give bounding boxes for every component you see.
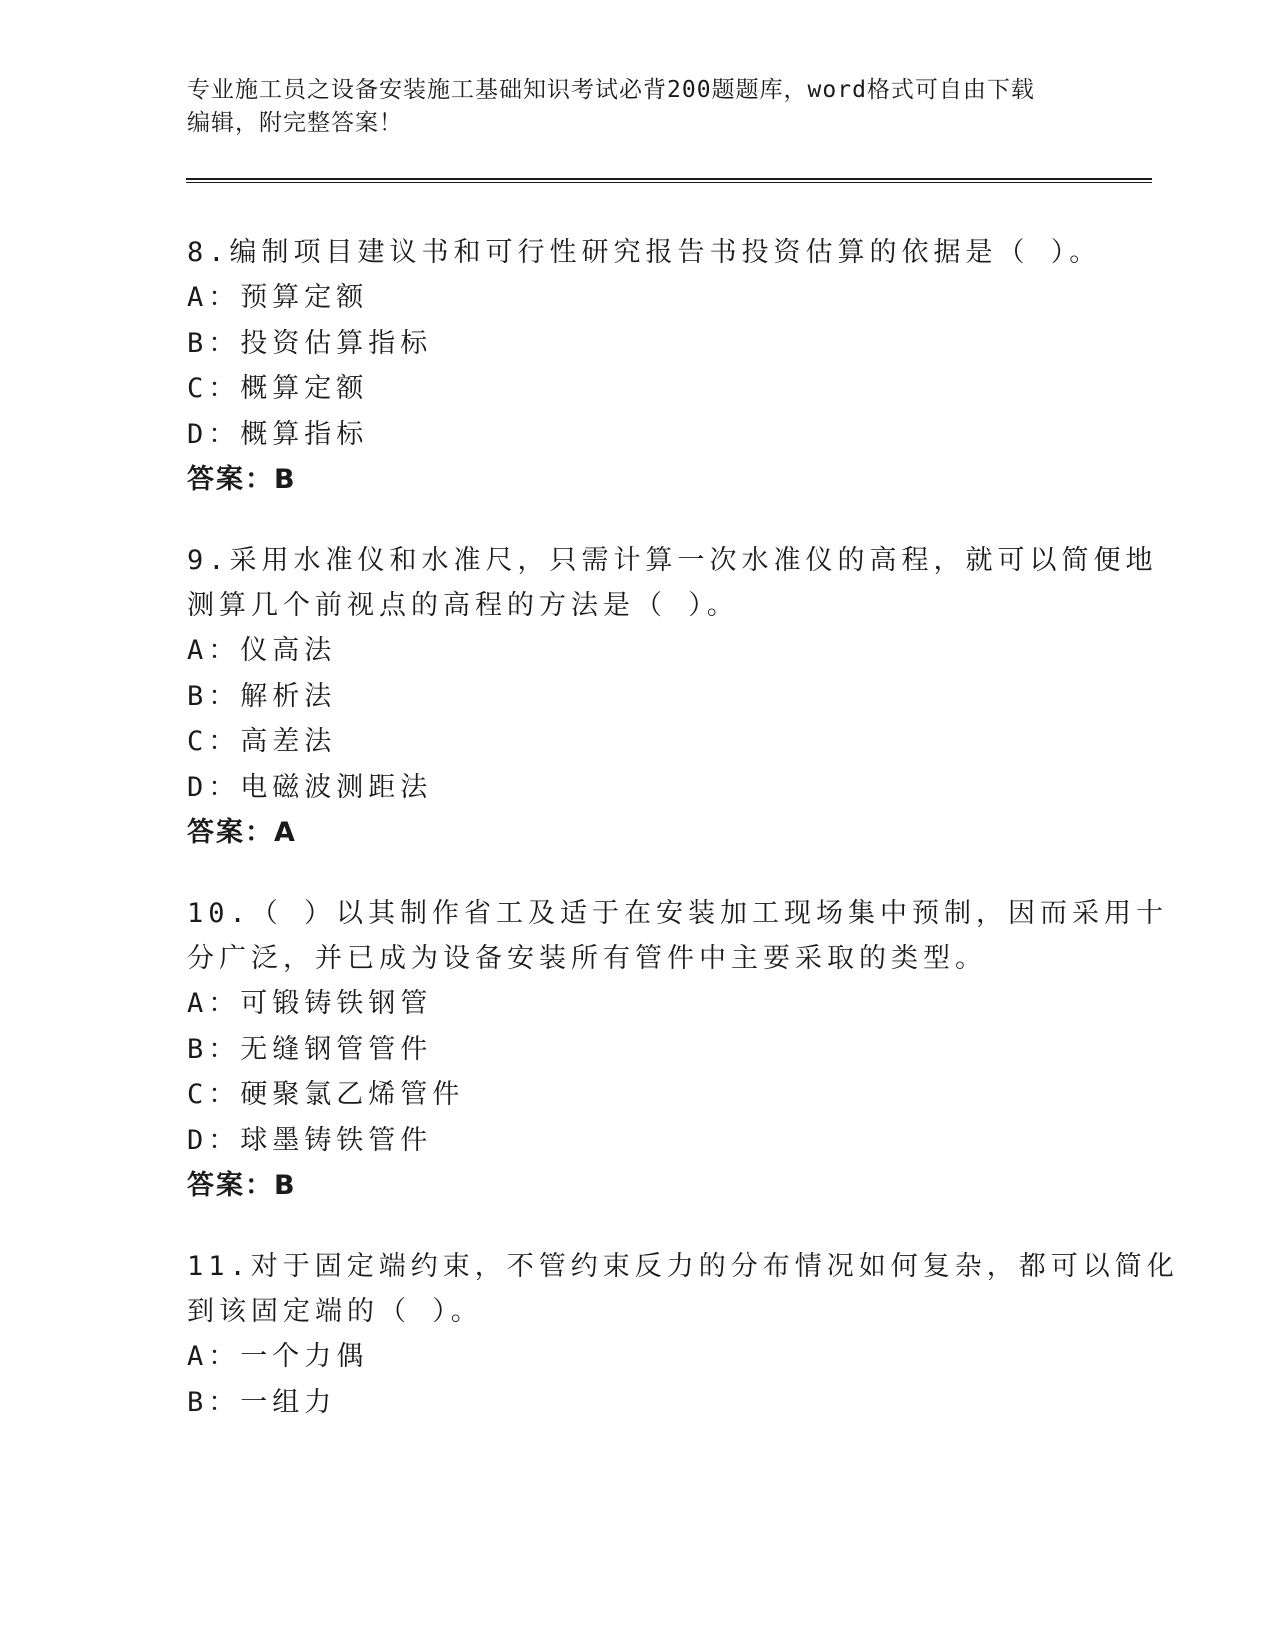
- option-c: C：硬聚氯乙烯管件: [187, 1079, 465, 1110]
- option-d: D：概算指标: [187, 418, 369, 450]
- option-a: A：仪高法: [187, 635, 337, 666]
- question-text: 9.采用水准仪和水准尺，只需计算一次水准仪的高程，就可以简便地: [187, 545, 1158, 576]
- header-line-1: 专业施工员之设备安装施工基础知识考试必背200题题库，word格式可自由下载: [187, 77, 1035, 103]
- option-d: D：球墨铸铁管件: [187, 1124, 433, 1156]
- question-list: [187, 230, 1179, 1461]
- option-c: C：高差法: [187, 726, 337, 757]
- question-text-continued: 分广泛，并已成为设备安装所有管件中主要采取的类型。: [187, 943, 987, 974]
- option-b: B：无缝钢管管件: [187, 1033, 433, 1065]
- option-a: A：一个力偶: [187, 1341, 369, 1372]
- question-9: [187, 538, 1158, 855]
- question-8: [187, 230, 1102, 502]
- answer: 答案：B: [187, 464, 297, 495]
- option-a: A：可锻铸铁钢管: [187, 988, 433, 1019]
- question-text-continued: 测算几个前视点的高程的方法是（ ）。: [187, 590, 739, 621]
- question-text: 11.对于固定端约束，不管约束反力的分布情况如何复杂，都可以简化: [187, 1251, 1179, 1282]
- option-a: A：预算定额: [187, 282, 369, 313]
- answer: 答案：B: [187, 1170, 297, 1201]
- question-10: [187, 891, 1169, 1208]
- header-divider-thin: [186, 182, 1152, 183]
- header-line-2: 编辑，附完整答案！: [187, 110, 403, 136]
- option-b: B：解析法: [187, 680, 337, 712]
- question-text: 10.（ ）以其制作省工及适于在安装加工现场集中预制，因而采用十: [187, 898, 1169, 929]
- question-text-continued: 到该固定端的（ ）。: [187, 1296, 483, 1327]
- option-b: B：一组力: [187, 1386, 337, 1418]
- document-header: [187, 74, 1067, 140]
- header-divider-thick: [186, 178, 1152, 180]
- option-c: C：概算定额: [187, 373, 369, 404]
- answer: 答案：A: [187, 817, 297, 848]
- question-text: 8.编制项目建议书和可行性研究报告书投资估算的依据是（ ）。: [187, 237, 1102, 268]
- option-b: B：投资估算指标: [187, 327, 433, 359]
- question-11: [187, 1244, 1179, 1425]
- option-d: D：电磁波测距法: [187, 771, 433, 803]
